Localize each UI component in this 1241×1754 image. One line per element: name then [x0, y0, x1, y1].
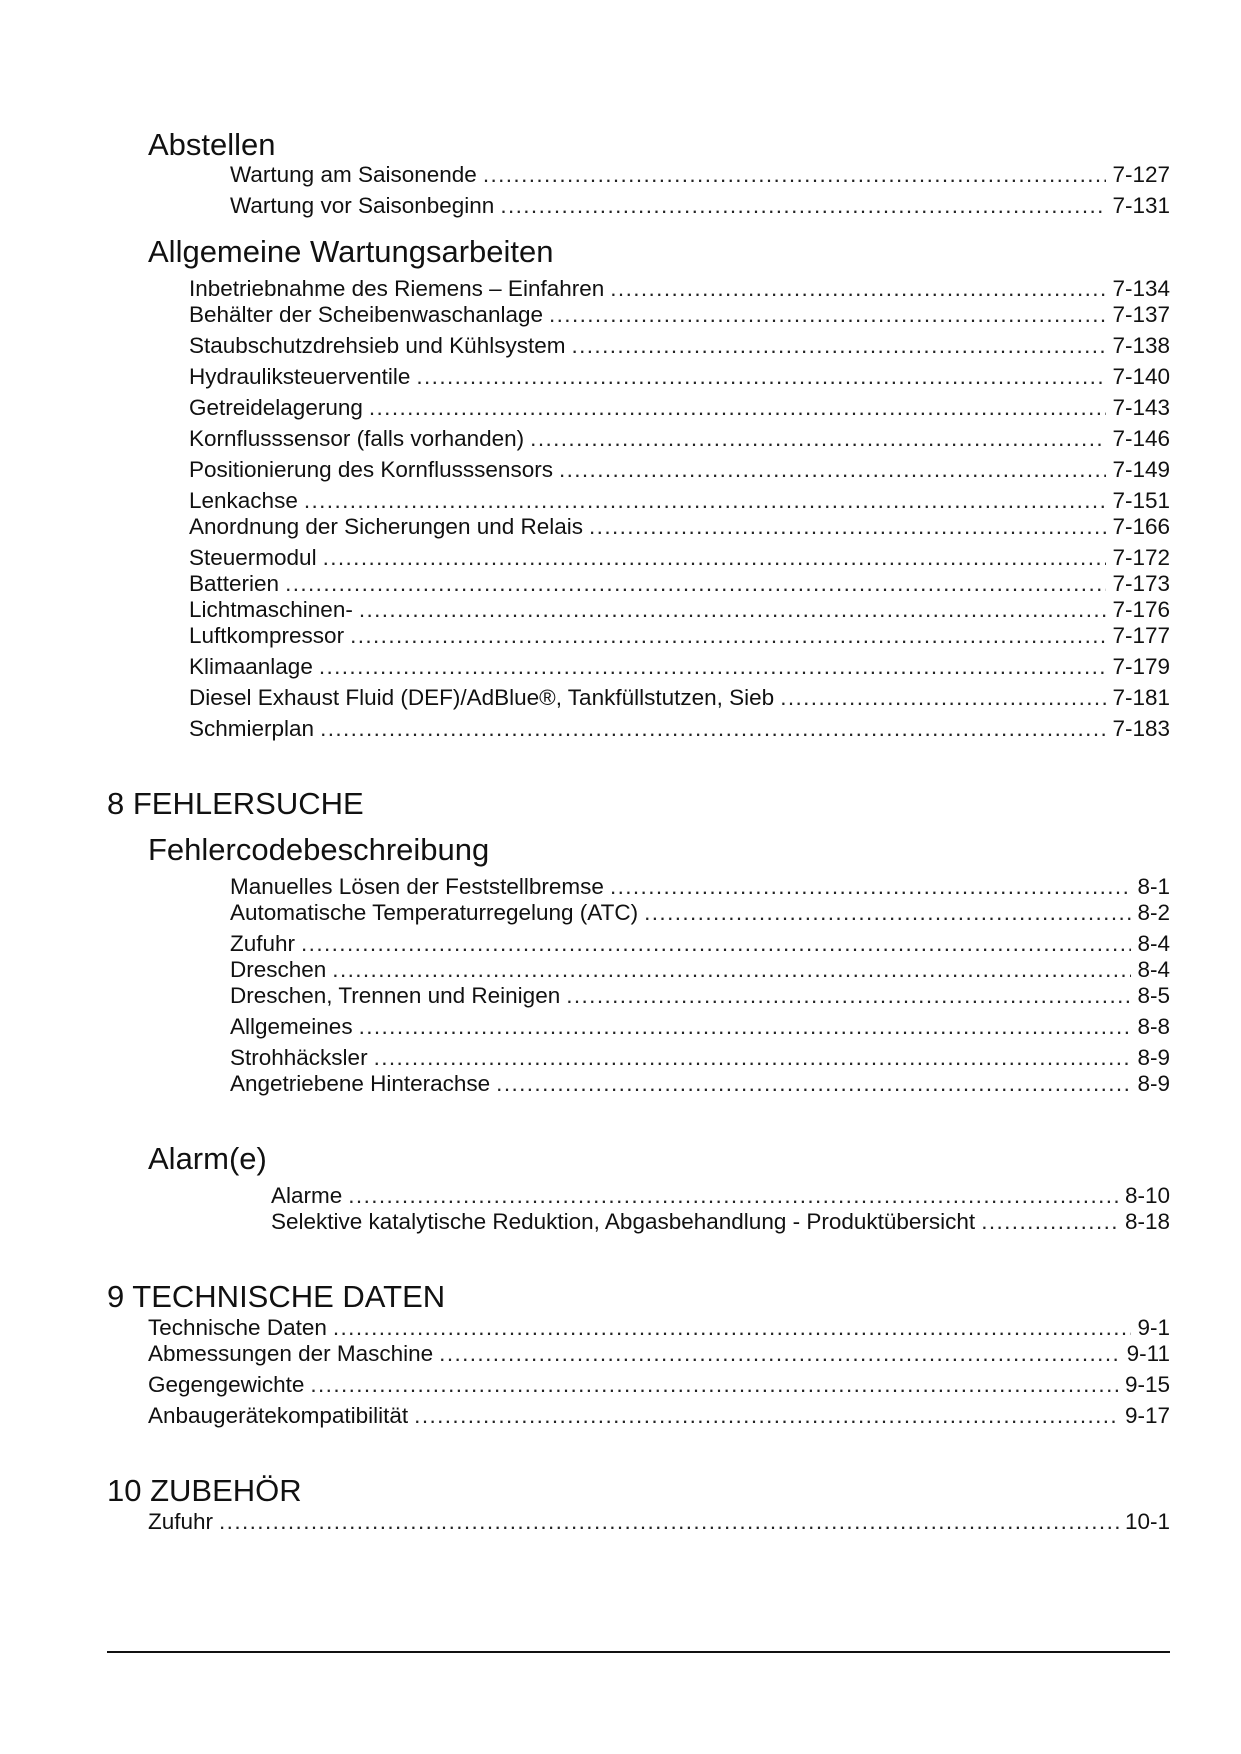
- dot-leader: [350, 623, 1106, 649]
- dot-leader: [439, 1341, 1120, 1367]
- toc-entry[interactable]: [230, 162, 1170, 188]
- toc-entry-page: 9-1: [1137, 1315, 1170, 1340]
- toc-entry[interactable]: [189, 395, 1170, 421]
- toc-entry-title: Abmessungen der Maschine: [148, 1341, 434, 1366]
- toc-entry-title: Lichtmaschinen-: [189, 597, 353, 622]
- toc-entry-title: Allgemeines: [230, 1014, 353, 1039]
- dot-leader: [571, 333, 1106, 359]
- toc-entry-title: Hydrauliksteuerventile: [189, 364, 411, 389]
- toc-entry[interactable]: [189, 457, 1170, 483]
- toc-entry[interactable]: [271, 1209, 1170, 1235]
- dot-leader: [301, 931, 1131, 957]
- toc-entry-page: 7-166: [1112, 514, 1170, 539]
- dot-leader: [610, 874, 1132, 900]
- dot-leader: [589, 514, 1106, 540]
- dot-leader: [333, 1315, 1132, 1341]
- toc-entry[interactable]: [189, 514, 1170, 540]
- toc-entry-title: Zufuhr: [230, 931, 296, 956]
- section-heading-abstellen: Abstellen: [148, 127, 276, 162]
- toc-entry-page: 7-137: [1112, 302, 1170, 327]
- toc-entry[interactable]: [230, 193, 1170, 219]
- toc-entry-title: Gegengewichte: [148, 1372, 305, 1397]
- toc-entry-title: Dreschen, Trennen und Reinigen: [230, 983, 561, 1008]
- toc-entry[interactable]: [148, 1509, 1170, 1535]
- chapter-heading-9: 9 TECHNISCHE DATEN: [107, 1279, 446, 1314]
- toc-entry[interactable]: [148, 1315, 1170, 1341]
- toc-entry[interactable]: [230, 957, 1170, 983]
- toc-entry-page: 7-151: [1112, 488, 1170, 513]
- toc-entry[interactable]: [189, 364, 1170, 390]
- toc-entry-page: 8-8: [1137, 1014, 1170, 1039]
- dot-leader: [374, 1045, 1132, 1071]
- toc-entry[interactable]: [189, 488, 1170, 514]
- toc-entry-page: 7-131: [1112, 193, 1170, 218]
- toc-entry[interactable]: [230, 931, 1170, 957]
- toc-entry-title: Kornflusssensor (falls vorhanden): [189, 426, 525, 451]
- toc-entry-title: Wartung am Saisonende: [230, 162, 477, 187]
- toc-entry-page: 7-134: [1112, 276, 1170, 301]
- toc-entry[interactable]: [189, 623, 1170, 649]
- toc-entry-page: 8-18: [1124, 1209, 1170, 1234]
- dot-leader: [348, 1183, 1119, 1209]
- toc-entry-page: 7-176: [1112, 597, 1170, 622]
- toc-entry-title: Technische Daten: [148, 1315, 327, 1340]
- toc-entry-title: Wartung vor Saisonbeginn: [230, 193, 495, 218]
- toc-entry[interactable]: [189, 545, 1170, 571]
- toc-entry-page: 7-138: [1112, 333, 1170, 358]
- toc-entry-page: 8-2: [1137, 900, 1170, 925]
- dot-leader: [566, 983, 1131, 1009]
- toc-entry-page: 9-11: [1126, 1341, 1170, 1366]
- chapter-heading-10: 10 ZUBEHÖR: [107, 1473, 302, 1508]
- toc-entry-page: 7-181: [1112, 685, 1170, 710]
- toc-entry-title: Anordnung der Sicherungen und Relais: [189, 514, 584, 539]
- dot-leader: [780, 685, 1106, 711]
- toc-entry-page: 8-5: [1137, 983, 1170, 1008]
- dot-leader: [369, 395, 1107, 421]
- toc-entry-page: 8-9: [1137, 1071, 1170, 1096]
- toc-entry[interactable]: [189, 302, 1170, 328]
- toc-entry-page: 7-173: [1112, 571, 1170, 596]
- toc-entry-page: 7-143: [1112, 395, 1170, 420]
- toc-entry-page: 9-15: [1124, 1372, 1170, 1397]
- toc-entry-page: 7-179: [1112, 654, 1170, 679]
- toc-entry-page: 9-17: [1124, 1403, 1170, 1428]
- toc-entry[interactable]: [189, 597, 1170, 623]
- toc-entry-title: Lenkachse: [189, 488, 298, 513]
- toc-entry-page: 7-140: [1112, 364, 1170, 389]
- section-heading-alarme: Alarm(e): [148, 1141, 267, 1176]
- toc-entry-title: Positionierung des Kornflusssensors: [189, 457, 553, 482]
- toc-entry-page: 8-4: [1137, 957, 1170, 982]
- dot-leader: [320, 716, 1106, 742]
- toc-entry[interactable]: [148, 1341, 1170, 1367]
- toc-entry-title: Strohhäcksler: [230, 1045, 368, 1070]
- toc-entry-title: Automatische Temperaturregelung (ATC): [230, 900, 639, 925]
- toc-entry[interactable]: [189, 654, 1170, 680]
- toc-entry-page: 7-177: [1112, 623, 1170, 648]
- toc-entry-title: Steuermodul: [189, 545, 317, 570]
- toc-entry[interactable]: [189, 571, 1170, 597]
- toc-entry-page: 8-1: [1137, 874, 1170, 899]
- footer-rule: [107, 1651, 1170, 1653]
- dot-leader: [414, 1403, 1119, 1429]
- toc-entry-title: Diesel Exhaust Fluid (DEF)/AdBlue®, Tankfüllstutzen, Sieb: [189, 685, 775, 710]
- toc-entry[interactable]: [230, 1014, 1170, 1040]
- dot-leader: [319, 654, 1107, 680]
- toc-entry-page: 8-10: [1124, 1183, 1170, 1208]
- dot-leader: [500, 193, 1106, 219]
- toc-entry[interactable]: [148, 1372, 1170, 1398]
- toc-entry-title: Manuelles Lösen der Feststellbremse: [230, 874, 604, 899]
- toc-entry-page: 7-146: [1112, 426, 1170, 451]
- toc-entry[interactable]: [189, 333, 1170, 359]
- toc-entry-title: Luftkompressor: [189, 623, 345, 648]
- toc-entry-page: 7-127: [1112, 162, 1170, 187]
- toc-entry-title: Batterien: [189, 571, 280, 596]
- dot-leader: [416, 364, 1106, 390]
- dot-leader: [310, 1372, 1119, 1398]
- toc-entry-page: 7-183: [1112, 716, 1170, 741]
- toc-entry[interactable]: [271, 1183, 1170, 1209]
- dot-leader: [304, 488, 1107, 514]
- toc-entry[interactable]: [189, 426, 1170, 452]
- toc-entry-title: Angetriebene Hinterachse: [230, 1071, 491, 1096]
- toc-entry-page: 7-172: [1112, 545, 1170, 570]
- toc-entry-page: 10-1: [1124, 1509, 1170, 1534]
- toc-entry[interactable]: [230, 983, 1170, 1009]
- toc-entry[interactable]: [230, 1071, 1170, 1097]
- toc-entry-title: Dreschen: [230, 957, 327, 982]
- toc-entry[interactable]: [230, 1045, 1170, 1071]
- dot-leader: [496, 1071, 1131, 1097]
- dot-leader: [332, 957, 1131, 983]
- dot-leader: [549, 302, 1106, 328]
- dot-leader: [559, 457, 1107, 483]
- section-heading-fehlercodebeschreibung: Fehlercodebeschreibung: [148, 832, 490, 867]
- toc-entry-page: 8-9: [1137, 1045, 1170, 1070]
- toc-entry[interactable]: [189, 685, 1170, 711]
- dot-leader: [483, 162, 1107, 188]
- dot-leader: [644, 900, 1131, 926]
- dot-leader: [323, 545, 1107, 571]
- dot-leader: [530, 426, 1106, 452]
- dot-leader: [359, 1014, 1132, 1040]
- toc-entry-title: Getreidelagerung: [189, 395, 363, 420]
- toc-entry-title: Alarme: [271, 1183, 343, 1208]
- toc-entry-title: Klimaanlage: [189, 654, 313, 679]
- toc-entry-page: 8-4: [1137, 931, 1170, 956]
- toc-entry-title: Anbaugerätekompatibilität: [148, 1403, 409, 1428]
- dot-leader: [610, 276, 1106, 302]
- toc-entry[interactable]: [230, 874, 1170, 900]
- section-heading-allgemeine-wartungsarbeiten: Allgemeine Wartungsarbeiten: [148, 234, 554, 269]
- chapter-heading-8: 8 FEHLERSUCHE: [107, 786, 364, 821]
- toc-entry-page: 7-149: [1112, 457, 1170, 482]
- dot-leader: [359, 597, 1107, 623]
- toc-entry-title: Zufuhr: [148, 1509, 214, 1534]
- dot-leader: [219, 1509, 1119, 1535]
- toc-entry-title: Inbetriebnahme des Riemens – Einfahren: [189, 276, 605, 301]
- toc-entry[interactable]: [189, 716, 1170, 742]
- toc-entry-title: Behälter der Scheibenwaschanlage: [189, 302, 543, 327]
- toc-entry[interactable]: [148, 1403, 1170, 1429]
- toc-entry-title: Selektive katalytische Reduktion, Abgasbehandlung - Produktübersicht: [271, 1209, 976, 1234]
- toc-entry-title: Schmierplan: [189, 716, 315, 741]
- toc-entry[interactable]: [189, 276, 1170, 302]
- toc-entry-title: Staubschutzdrehsieb und Kühlsystem: [189, 333, 566, 358]
- dot-leader: [285, 571, 1106, 597]
- dot-leader: [981, 1209, 1119, 1235]
- toc-entry[interactable]: [230, 900, 1170, 926]
